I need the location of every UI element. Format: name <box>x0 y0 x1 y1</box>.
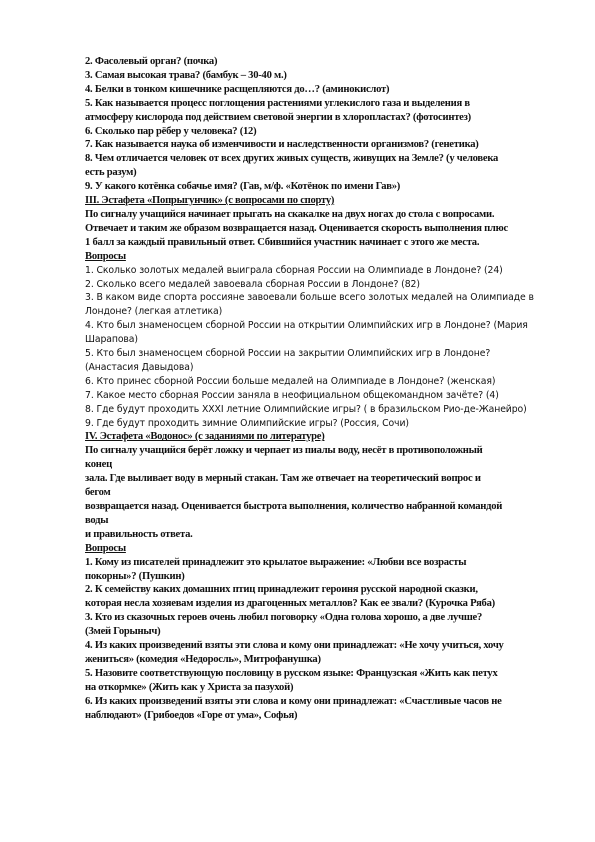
text-line: 3. В каком виде спорта россияне завоевали больше всего золотых медалей на Олимпиаде в <box>85 292 534 304</box>
text-line: По сигналу учащийся начинает прыгать на скакалке на двух ногах до стола с вопросами. <box>85 208 495 220</box>
text-line: зала. Где выливает воду в мерный стакан. Там же отвечает на теоретический вопрос и <box>85 473 481 485</box>
text-line: 2. К семейству каких домашних птиц принадлежит героиня русской народной сказки, <box>85 584 478 596</box>
text-line: 6. Из каких произведений взяты эти слова и кому они принадлежат: «Счастливые часов не <box>85 695 502 707</box>
text-line: 8. Где будут проходить XXXI летние Олимпийские игры? ( в бразильском Рио-де-Жанейро) <box>85 403 527 415</box>
text-line: 3. Самая высокая трава? (бамбук – 30-40 м.) <box>85 69 287 81</box>
text-line: 7. Какое место сборная России заняла в неофициальном общекомандном зачёте? (4) <box>85 389 499 401</box>
text-line: возвращается назад. Оценивается быстрота выполнения, количество набранной командой <box>85 501 503 512</box>
text-line: Шарапова) <box>85 334 138 346</box>
text-line: бегом <box>85 487 111 499</box>
text-line: 5. Кто был знаменосцем сборной России на закрытии Олимпийских игр в Лондоне? <box>85 348 491 360</box>
text-line: 1. Кому из писателей принадлежит это крылатое выражение: «Любви все возрасты <box>85 556 467 568</box>
text-line: Лондоне? (легкая атлетика) <box>85 306 223 318</box>
text-line: на откормке» (Жить как у Христа за пазухой) <box>85 681 294 693</box>
text-line: воды <box>85 514 109 526</box>
text-line: 6. Сколько пар рёбер у человека? (12) <box>85 125 257 137</box>
section-heading: III. Эстафета «Попрыгунчик» (с вопросами по спорту) <box>85 195 335 207</box>
text-line: наблюдают» (Грибоедов «Горе от ума», Софья) <box>85 709 298 721</box>
text-line: 9. Где будут проходить зимние Олимпийские игры? (Россия, Сочи) <box>85 417 409 429</box>
text-line: 5. Назовите соответствующую пословицу в русском языке: Французская «Жить как петух <box>85 667 498 679</box>
text-line: которая несла хозяевам изделия из драгоценных металлов? Как ее звали? (Курочка Ряба) <box>85 598 495 610</box>
text-line: 1. Сколько золотых медалей выиграла сборная России на Олимпиаде в Лондоне? (24) <box>85 264 503 276</box>
text-line: 1 балл за каждый правильный ответ. Сбившийся участник начинает с этого же места. <box>85 236 480 248</box>
text-line: 4. Белки в тонком кишечнике расщепляются до…? (аминокислот) <box>85 83 390 95</box>
text-line: 4. Кто был знаменосцем сборной России на открытии Олимпийских игр в Лондоне? (Мария <box>85 320 528 332</box>
text-line: 7. Как называется наука об изменчивости и наследственности организмов? (генетика) <box>85 139 479 151</box>
section-heading: Вопросы <box>85 542 126 554</box>
text-line: 6. Кто принес сборной России больше медалей на Олимпиаде в Лондоне? (женская) <box>85 375 496 387</box>
text-line: 5. Как называется процесс поглощения растениями углекислого газа и выделения в <box>85 97 470 109</box>
text-line: 4. Из каких произведений взяты эти слова и кому они принадлежат: «Не хочу учиться, хочу <box>85 640 504 652</box>
text-line: атмосферу кислорода под действием световой энергии в хлоропластах? (фотосинтез) <box>85 111 471 123</box>
text-line: покорны»? (Пушкин) <box>85 570 185 582</box>
text-line: жениться» (комедия «Недоросль», Митрофанушка) <box>85 653 321 665</box>
text-line: 2. Сколько всего медалей завоевала сборная России в Лондоне? (82) <box>85 278 420 290</box>
text-line: есть разум) <box>85 167 137 179</box>
section-heading: IV. Эстафета «Водонос» (с заданиями по литературе) <box>85 431 325 443</box>
text-line: и правильность ответа. <box>85 528 193 540</box>
text-line: конец <box>85 459 112 471</box>
document-page <box>85 55 557 723</box>
text-line: 3. Кто из сказочных героев очень любил поговорку «Одна голова хорошо, а две лучше? <box>85 612 483 624</box>
text-line: 8. Чем отличается человек от всех других живых существ, живущих на Земле? (у человека <box>85 153 499 165</box>
text-line: По сигналу учащийся берёт ложку и черпает из пиалы воду, несёт в противоположный <box>85 445 483 457</box>
text-line: Отвечает и таким же образом возвращается назад. Оценивается скорость выполнения плюс <box>85 222 508 234</box>
section-heading: Вопросы <box>85 250 126 262</box>
text-line: (Анастасия Давыдова) <box>85 361 194 373</box>
text-line: 9. У какого котёнка собачье имя? (Гав, м/ф. «Котёнок по имени Гав») <box>85 181 401 193</box>
text-line: 2. Фасолевый орган? (почка) <box>85 56 218 67</box>
text-line: (Змей Горыныч) <box>85 626 161 638</box>
